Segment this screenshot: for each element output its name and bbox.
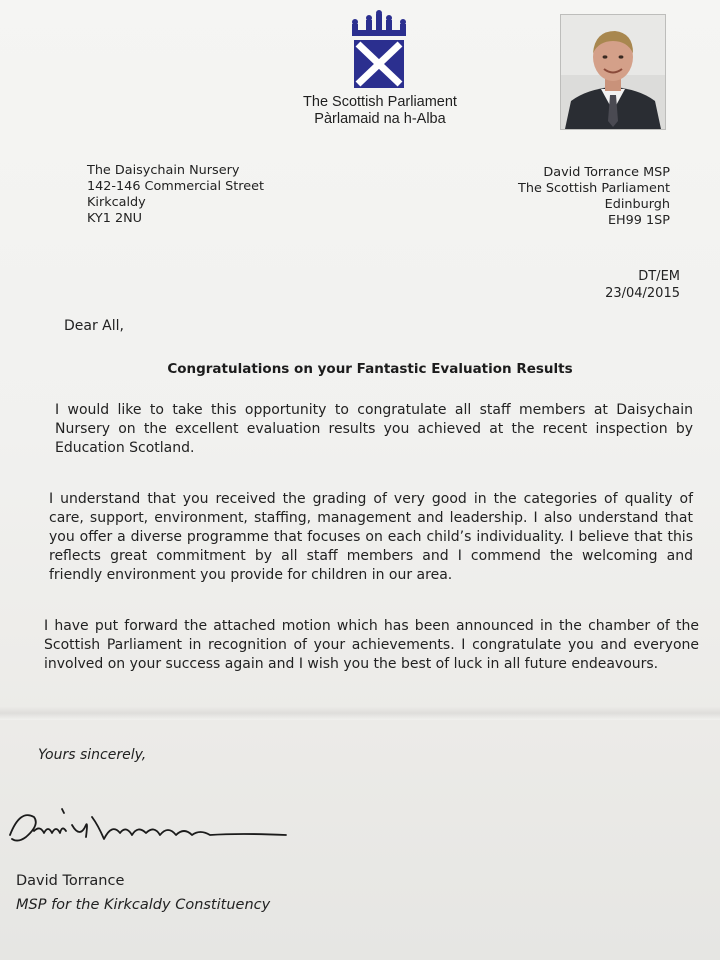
signatory-title: MSP for the Kirkcaldy Constituency [16, 897, 271, 913]
recipient-line: The Daisychain Nursery [87, 163, 240, 178]
reference-code: DT/EM [638, 269, 680, 284]
parliament-name-gaelic: Pàrlamaid na h-Alba [314, 111, 446, 127]
body-paragraph: I have put forward the attached motion which has been announced in the chamber of the Scottish Parliament in recognition of your achievements. I congratulate you and everyone involved on your success again and I wish you the best of luck in all future endeavours. [44, 618, 699, 672]
sender-line: The Scottish Parliament [518, 181, 670, 196]
handwritten-signature [0, 795, 300, 855]
parliament-name-english: The Scottish Parliament [303, 94, 457, 110]
recipient-line: 142-146 Commercial Street [87, 179, 265, 194]
salutation: Dear All, [64, 318, 124, 334]
recipient-line: Kirkcaldy [87, 195, 146, 210]
recipient-address [87, 163, 264, 227]
sender-line: David Torrance MSP [543, 165, 670, 180]
parliament-name [282, 94, 478, 128]
body-paragraph: I understand that you received the grading of very good in the categories of quality of care, support, environment, staffing, management and leadership. I also understand that you offer a diverse programme that focuses on each child’s individuality. I believe that this reflects great commitment by all staff members and I commend the welcoming and friendly environment you provide for children in our area. [49, 491, 693, 583]
signatory-name: David Torrance [16, 873, 125, 889]
sender-line: EH99 1SP [607, 213, 670, 228]
closing: Yours sincerely, [38, 747, 147, 763]
letter-reference [520, 268, 680, 302]
msp-portrait-photo [560, 14, 666, 130]
scottish-parliament-crest-icon [340, 10, 418, 90]
letter-subject: Congratulations on your Fantastic Evaluation Results [167, 361, 573, 377]
letter-date: 23/04/2015 [605, 286, 680, 301]
recipient-line: KY1 2NU [87, 211, 143, 226]
body-paragraph: I would like to take this opportunity to congratulate all staff members at Daisychain Nursery on the excellent evaluation results you achieved at the recent inspection by Education Scotland. [55, 402, 693, 456]
paper-fold-shadow [0, 706, 720, 720]
sender-address [460, 165, 670, 229]
sender-line: Edinburgh [604, 197, 670, 212]
